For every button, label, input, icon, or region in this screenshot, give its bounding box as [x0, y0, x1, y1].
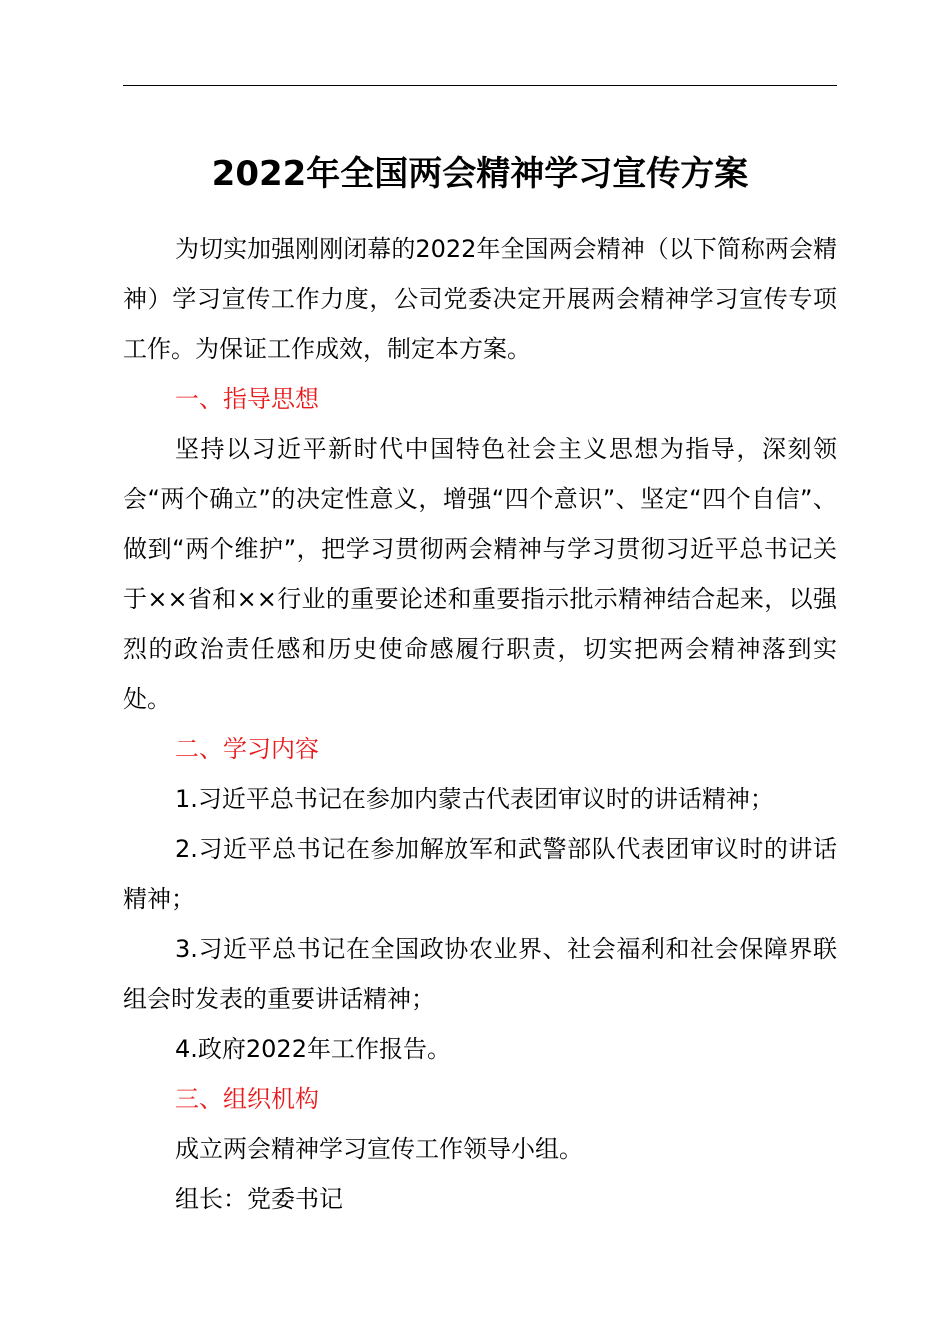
page-title: 2022年全国两会精神学习宣传方案 [211, 154, 749, 194]
study-item-2: 2.习近平总书记在参加解放军和武警部队代表团审议时的讲话精神； [123, 835, 837, 913]
section-heading-guiding-ideology: 一、指导思想 [175, 385, 319, 413]
organization-paragraph: 成立两会精神学习宣传工作领导小组。 [175, 1135, 583, 1163]
header-rule [123, 85, 837, 86]
section-heading-study-content: 二、学习内容 [175, 735, 319, 763]
study-item-1: 1.习近平总书记在参加内蒙古代表团审议时的讲话精神； [175, 785, 774, 813]
guiding-ideology-paragraph: 坚持以习近平新时代中国特色社会主义思想为指导，深刻领会“两个确立”的决定性意义，增强“四个意识”、坚定“四个自信”、做到“两个维护”，把学习贯彻两会精神与学习贯彻习近平总书记关于××省和××行业的重要论述和重要指示批示精神结合起来，以强烈的政治责任感和历史使命感履行职责，切实把两会精神落到实处。 [123, 435, 837, 713]
intro-paragraph: 为切实加强刚刚闭幕的2022年全国两会精神（以下简称两会精神）学习宣传工作力度，公司党委决定开展两会精神学习宣传专项工作。为保证工作成效，制定本方案。 [123, 235, 837, 363]
study-item-3: 3.习近平总书记在全国政协农业界、社会福利和社会保障界联组会时发表的重要讲话精神； [123, 935, 837, 1013]
study-item-4: 4.政府2022年工作报告。 [175, 1035, 451, 1063]
section-heading-organization: 三、组织机构 [175, 1085, 319, 1113]
group-leader-line: 组长：党委书记 [175, 1185, 343, 1213]
document-body [123, 224, 837, 1224]
